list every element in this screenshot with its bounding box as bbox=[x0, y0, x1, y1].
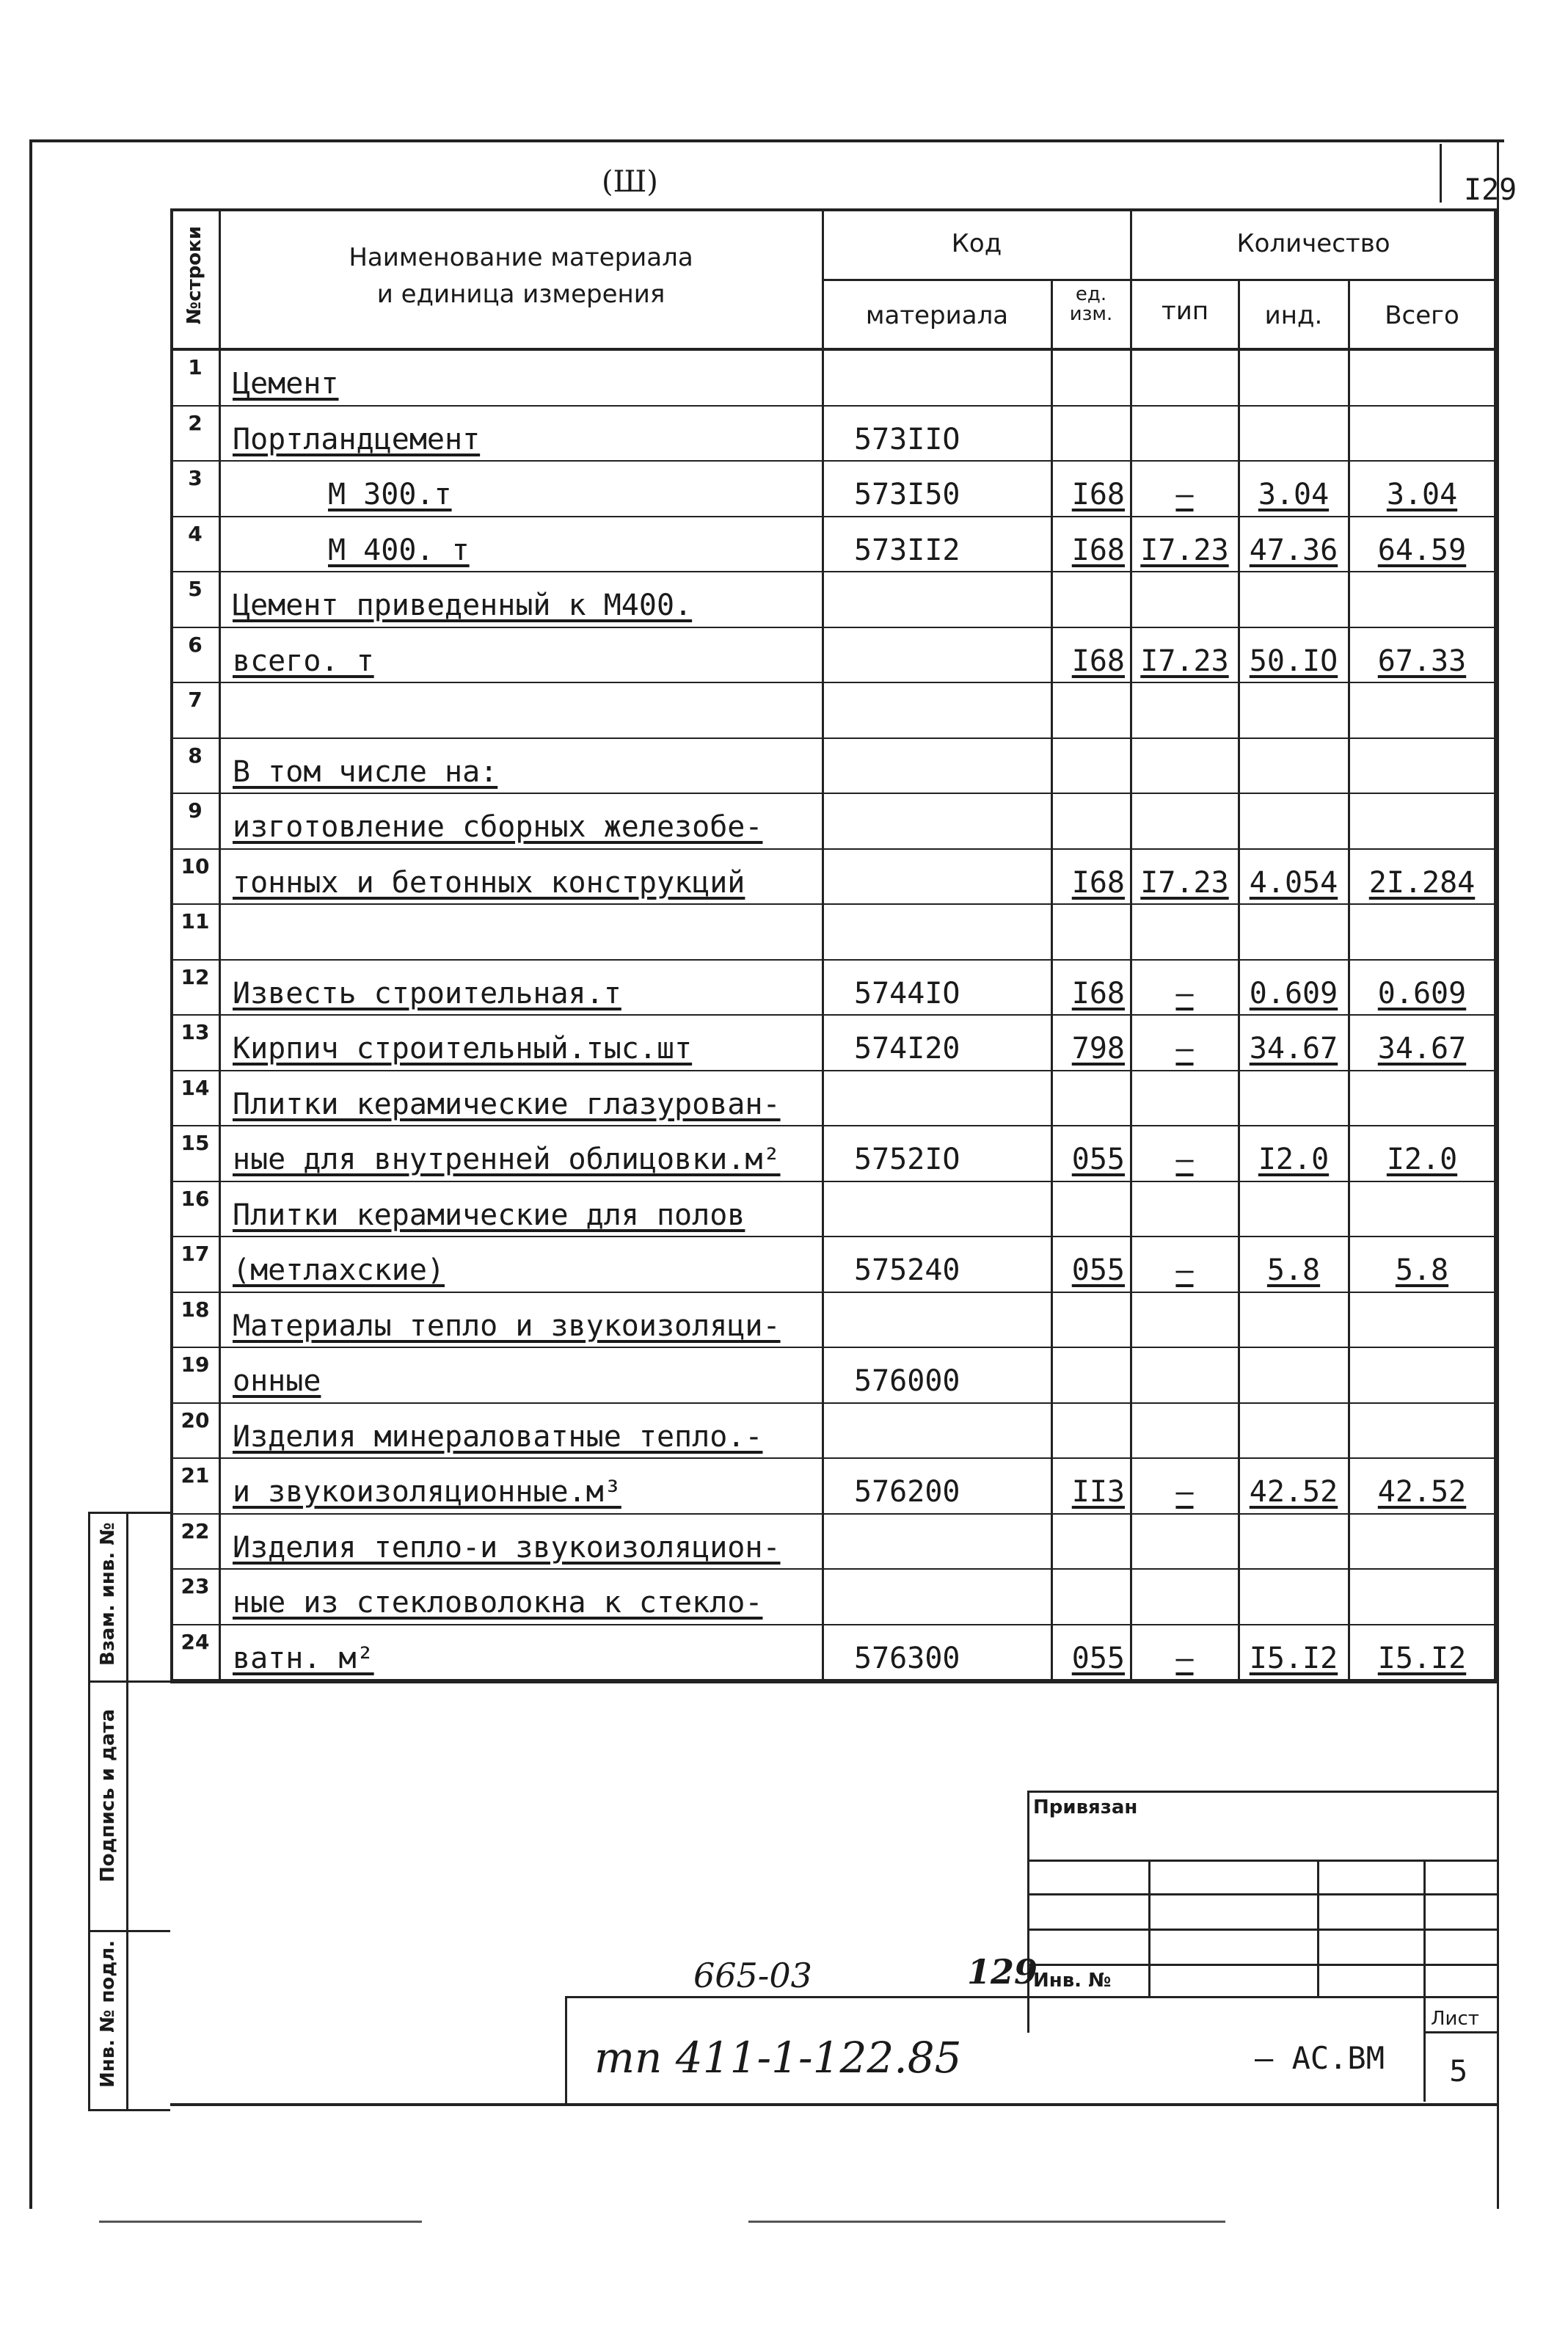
cell-code: 573II2 bbox=[854, 533, 960, 567]
row-number: 1 bbox=[188, 355, 203, 379]
row-number: 17 bbox=[180, 1242, 210, 1266]
cell-ind: 42.52 bbox=[1249, 1475, 1338, 1509]
cell-type: I7.23 bbox=[1140, 533, 1229, 567]
row-number: 14 bbox=[180, 1075, 210, 1100]
material-name: Плитки керамические для полов bbox=[233, 1198, 745, 1232]
cell-type: – bbox=[1175, 1143, 1194, 1176]
material-name: изготовление сборных железобе- bbox=[233, 810, 763, 844]
row-rule bbox=[170, 571, 1497, 572]
code-unit-header: ед. изм. bbox=[1069, 283, 1113, 326]
cell-total: I5.I2 bbox=[1377, 1641, 1467, 1675]
row-number: 3 bbox=[188, 466, 203, 490]
cell-unit: 055 bbox=[1071, 1253, 1125, 1287]
qty-type-header: тип bbox=[1161, 296, 1209, 326]
row-number: 2 bbox=[188, 410, 203, 435]
material-name: Портландцемент bbox=[233, 422, 481, 456]
frame-left bbox=[29, 139, 32, 2209]
cell-type: – bbox=[1175, 976, 1194, 1010]
cell-total: I2.0 bbox=[1386, 1143, 1458, 1176]
cell-ind: 0.609 bbox=[1249, 976, 1338, 1010]
material-name: ные из стекловолокна к стекло- bbox=[233, 1586, 763, 1620]
doc-code: – АС.ВМ bbox=[1255, 2040, 1385, 2076]
frame-right bbox=[1497, 139, 1499, 2209]
row-rule bbox=[170, 1679, 1497, 1680]
inv-no-orig-label: Инв. № подл. bbox=[97, 1940, 119, 2088]
row-rule bbox=[170, 1568, 1497, 1570]
cell-total: 64.59 bbox=[1377, 533, 1467, 567]
sheet-label: Лист bbox=[1431, 2008, 1479, 2030]
row-rule bbox=[170, 903, 1497, 905]
row-rule bbox=[170, 1014, 1497, 1016]
row-number: 7 bbox=[188, 688, 203, 712]
hand-page: 129 bbox=[967, 1952, 1038, 1992]
row-number: 6 bbox=[188, 632, 203, 657]
cell-total: 2I.284 bbox=[1368, 865, 1476, 900]
replace-inv-label: Взам. инв. № bbox=[97, 1522, 119, 1666]
row-number: 5 bbox=[188, 577, 203, 601]
material-name: В том числе на: bbox=[233, 754, 498, 789]
row-number: 11 bbox=[180, 909, 210, 933]
quantity-header: Количество bbox=[1236, 229, 1390, 258]
row-number: 16 bbox=[180, 1186, 210, 1211]
cell-code: 576300 bbox=[854, 1641, 960, 1675]
page-number-box-left bbox=[1440, 144, 1442, 203]
cell-total: 5.8 bbox=[1395, 1253, 1449, 1287]
material-name: Изделия тепло-и звукоизоляцион- bbox=[233, 1530, 781, 1565]
hand-number: 665-03 bbox=[693, 1956, 812, 1995]
cell-unit: 055 bbox=[1071, 1143, 1125, 1176]
material-name: Цемент приведенный к М400. bbox=[233, 589, 693, 622]
cell-type: – bbox=[1175, 1641, 1194, 1675]
row-rule bbox=[170, 682, 1497, 683]
row-rule bbox=[170, 1236, 1497, 1237]
cell-total: 3.04 bbox=[1386, 478, 1458, 511]
row-rule bbox=[170, 1181, 1497, 1182]
cell-total: 34.67 bbox=[1377, 1032, 1467, 1066]
part-label: (Ш) bbox=[602, 165, 658, 199]
cell-unit: 055 bbox=[1071, 1641, 1125, 1675]
row-rule bbox=[170, 738, 1497, 739]
row-number: 19 bbox=[180, 1352, 210, 1377]
cell-code: 576200 bbox=[854, 1475, 960, 1509]
cell-unit: II3 bbox=[1071, 1475, 1125, 1509]
material-name: Известь строительная.т bbox=[233, 976, 621, 1010]
material-name: Изделия минераловатные тепло.- bbox=[233, 1419, 763, 1454]
row-rule bbox=[170, 627, 1497, 628]
material-name: онные bbox=[233, 1364, 321, 1398]
row-number: 9 bbox=[188, 798, 203, 823]
cell-unit: I68 bbox=[1071, 533, 1125, 567]
row-number: 23 bbox=[180, 1574, 210, 1598]
cell-code: 5752IO bbox=[854, 1143, 960, 1176]
cell-unit: I68 bbox=[1071, 865, 1125, 900]
row-rule bbox=[170, 516, 1497, 517]
cell-unit: I68 bbox=[1071, 976, 1125, 1010]
row-number: 24 bbox=[180, 1629, 210, 1654]
cell-code: 574I20 bbox=[854, 1032, 960, 1066]
page-number: I29 bbox=[1464, 173, 1517, 207]
row-number: 12 bbox=[180, 964, 210, 989]
cell-type: I7.23 bbox=[1140, 644, 1229, 678]
qty-total-header: Всего bbox=[1385, 301, 1459, 330]
material-name: ные для внутренней облицовки.м² bbox=[233, 1143, 781, 1176]
row-rule bbox=[170, 1624, 1497, 1625]
material-name: всего. т bbox=[233, 644, 374, 678]
bottom-mark-left bbox=[99, 2221, 422, 2223]
row-rule bbox=[170, 848, 1497, 850]
cell-type: – bbox=[1175, 1032, 1194, 1066]
cell-unit: I68 bbox=[1071, 478, 1125, 511]
row-number: 13 bbox=[180, 1020, 210, 1044]
row-number: 18 bbox=[180, 1297, 210, 1322]
cell-ind: 50.IO bbox=[1249, 644, 1338, 678]
material-name: (метлахские) bbox=[233, 1253, 445, 1287]
material-name: М 400. т bbox=[328, 533, 470, 567]
hand-project: тп 411-1-122.85 bbox=[594, 2033, 962, 2083]
material-name: Цемент bbox=[233, 367, 339, 401]
cell-total: 0.609 bbox=[1377, 976, 1467, 1010]
row-rule bbox=[170, 1347, 1497, 1348]
inv-no-label: Инв. № bbox=[1033, 1970, 1112, 1992]
row-number: 21 bbox=[180, 1463, 210, 1487]
name-header-line2: и единица измерения bbox=[376, 280, 666, 309]
material-name: Материалы тепло и звукоизоляци- bbox=[233, 1308, 781, 1343]
cell-ind: 4.054 bbox=[1249, 865, 1338, 900]
materials-table bbox=[170, 208, 1497, 1683]
cell-code: 573I50 bbox=[854, 478, 960, 511]
cell-code: 575240 bbox=[854, 1253, 960, 1287]
cell-total: 42.52 bbox=[1377, 1475, 1467, 1509]
row-rule bbox=[170, 1070, 1497, 1071]
sheet-value: 5 bbox=[1449, 2055, 1468, 2088]
row-number: 10 bbox=[180, 853, 210, 878]
cell-total: 67.33 bbox=[1377, 644, 1467, 678]
row-number: 4 bbox=[188, 521, 203, 546]
row-number: 20 bbox=[180, 1407, 210, 1432]
name-header-line1: Наименование материала bbox=[349, 243, 693, 272]
attached-label: Привязан bbox=[1033, 1796, 1138, 1818]
row-number: 15 bbox=[180, 1131, 210, 1155]
material-name: и звукоизоляционные.м³ bbox=[233, 1475, 621, 1509]
sign-date-label: Подпись и дата bbox=[97, 1708, 119, 1882]
cell-unit: 798 bbox=[1071, 1032, 1125, 1066]
cell-unit: I68 bbox=[1071, 644, 1125, 678]
cell-type: – bbox=[1175, 1253, 1194, 1287]
material-name: Плитки керамические глазурован- bbox=[233, 1087, 781, 1121]
cell-code: 576000 bbox=[854, 1364, 960, 1398]
qty-ind-header: инд. bbox=[1264, 301, 1323, 330]
row-rule bbox=[170, 1125, 1497, 1126]
frame-top bbox=[29, 139, 1504, 142]
material-name: тонных и бетонных конструкций bbox=[233, 865, 745, 900]
material-name: М 300.т bbox=[328, 478, 452, 511]
cell-ind: 3.04 bbox=[1258, 478, 1330, 511]
row-number-header: №строки bbox=[183, 225, 205, 325]
cell-ind: I5.I2 bbox=[1249, 1641, 1338, 1675]
row-rule bbox=[170, 405, 1497, 407]
material-name: ватн. м² bbox=[233, 1641, 374, 1675]
row-rule bbox=[170, 793, 1497, 794]
row-rule bbox=[170, 1513, 1497, 1515]
code-material-header: материала bbox=[865, 301, 1009, 330]
row-number: 22 bbox=[180, 1518, 210, 1543]
cell-ind: 47.36 bbox=[1249, 533, 1338, 567]
row-number: 8 bbox=[188, 743, 203, 768]
cell-ind: I2.0 bbox=[1258, 1143, 1330, 1176]
cell-type: – bbox=[1175, 478, 1194, 511]
row-rule bbox=[170, 1457, 1497, 1459]
row-rule bbox=[170, 460, 1497, 462]
cell-ind: 5.8 bbox=[1266, 1253, 1321, 1287]
code-header: Код bbox=[951, 229, 1002, 258]
cell-code: 573IIO bbox=[854, 422, 960, 456]
cell-type: – bbox=[1175, 1475, 1194, 1509]
cell-ind: 34.67 bbox=[1249, 1032, 1338, 1066]
cell-type: I7.23 bbox=[1140, 865, 1229, 900]
row-rule bbox=[170, 1292, 1497, 1293]
material-name: Кирпич строительный.тыс.шт bbox=[233, 1032, 693, 1066]
row-rule bbox=[170, 1402, 1497, 1404]
cell-code: 5744IO bbox=[854, 976, 960, 1010]
bottom-mark-right bbox=[748, 2221, 1225, 2223]
row-rule bbox=[170, 959, 1497, 961]
